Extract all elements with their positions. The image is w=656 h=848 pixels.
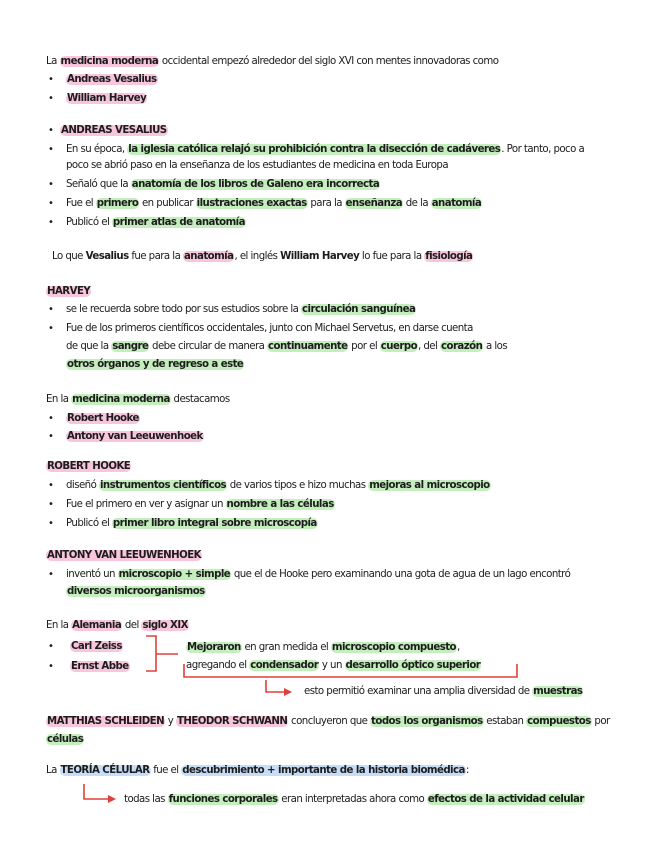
list-item-continued: de que la sangre debe circular de manera continuamente por el cuerpo, del corazón a los bbox=[66, 341, 508, 352]
intro-line: La medicina moderna occidental empezó alrededor del siglo XVI con mentes innovadoras como bbox=[46, 56, 499, 67]
list-item: Señaló que la anatomía de los libros de Galeno era incorrecta bbox=[66, 179, 380, 190]
section-heading: HARVEY bbox=[47, 286, 91, 297]
note-line: todas las funciones corporales eran interpretadas ahora como efectos de la actividad celular bbox=[124, 794, 584, 805]
list-item-continued: otros órganos y de regreso a este bbox=[67, 359, 244, 370]
statement-line: La TEORÍA CÉLULAR fue el descubrimiento + importante de la historia biomédica: bbox=[46, 765, 469, 776]
bracket-shape bbox=[146, 636, 178, 671]
bullet: • bbox=[48, 413, 54, 424]
bullet: • bbox=[48, 518, 54, 529]
statement-continued: células bbox=[47, 734, 84, 745]
list-item: Publicó el primer atlas de anatomía bbox=[66, 217, 245, 228]
list-item: diseñó instrumentos científicos de varios tipos e hizo muchas mejoras al microscopio bbox=[66, 480, 490, 491]
list-item: inventó un microscopio + simple que el de Hooke pero examinando una gota de agua de un lago encontró bbox=[66, 569, 571, 580]
statement-line: MATTHIAS SCHLEIDEN y THEODOR SCHWANN concluyeron que todos los organismos estaban compuestos por bbox=[47, 716, 610, 727]
highlight: medicina moderna bbox=[60, 56, 159, 67]
list-item: Carl Zeiss bbox=[71, 641, 122, 652]
list-item: Fue el primero en ver y asignar un nombre a las células bbox=[66, 499, 334, 510]
bullet: • bbox=[48, 661, 54, 672]
list-item: Fue el primero en publicar ilustraciones exactas para la enseñanza de la anatomía bbox=[66, 198, 482, 209]
intro-line: En la medicina moderna destacamos bbox=[46, 394, 230, 405]
list-item: En su época, la iglesia católica relajó su prohibición contra la disección de cadáveres. Por tanto, poco a bbox=[66, 144, 585, 155]
list-item: Andreas Vesalius bbox=[67, 74, 157, 85]
bullet: • bbox=[48, 641, 54, 652]
bullet: • bbox=[48, 480, 54, 491]
list-item-continued: poco se abrió paso en la enseñanza de los estudiantes de medicina en toda Europa bbox=[66, 160, 449, 171]
arrow-head bbox=[108, 795, 116, 803]
bullet: • bbox=[48, 125, 54, 136]
list-item: Robert Hooke bbox=[67, 413, 139, 424]
bullet: • bbox=[48, 431, 54, 442]
summary-line: Lo que Vesalius fue para la anatomía, el inglés William Harvey lo fue para la fisiología bbox=[52, 251, 473, 262]
bullet: • bbox=[48, 179, 54, 190]
note-line: esto permitió examinar una amplia diversidad de muestras bbox=[304, 686, 583, 697]
bullet: • bbox=[48, 569, 54, 580]
section-heading: ROBERT HOOKE bbox=[47, 461, 131, 472]
list-item: William Harvey bbox=[67, 93, 147, 104]
bullet: • bbox=[48, 144, 54, 155]
list-item: Fue de los primeros científicos occidentales, junto con Michael Servetus, en darse cuenta bbox=[66, 323, 473, 334]
section-heading: ANDREAS VESALIUS bbox=[61, 125, 167, 136]
arrow-head bbox=[284, 688, 292, 696]
list-item-continued: diversos microorganismos bbox=[67, 586, 205, 597]
list-item: Ernst Abbe bbox=[71, 661, 129, 672]
bullet: • bbox=[48, 217, 54, 228]
note-line: agregando el condensador y un desarrollo óptico superior bbox=[186, 660, 481, 671]
list-item: Antony van Leeuwenhoek bbox=[67, 431, 203, 442]
bullet: • bbox=[48, 93, 54, 104]
bullet: • bbox=[48, 304, 54, 315]
bullet: • bbox=[48, 323, 54, 334]
bullet: • bbox=[48, 499, 54, 510]
intro-line: En la Alemania del siglo XIX bbox=[46, 620, 188, 631]
note-line: Mejoraron en gran medida el microscopio compuesto, bbox=[187, 642, 460, 653]
list-item: se le recuerda sobre todo por sus estudios sobre la circulación sanguínea bbox=[66, 304, 416, 315]
bullet: • bbox=[48, 74, 54, 85]
bullet: • bbox=[48, 198, 54, 209]
section-heading: ANTONY VAN LEEUWENHOEK bbox=[47, 550, 201, 561]
list-item: Publicó el primer libro integral sobre microscopía bbox=[66, 518, 317, 529]
